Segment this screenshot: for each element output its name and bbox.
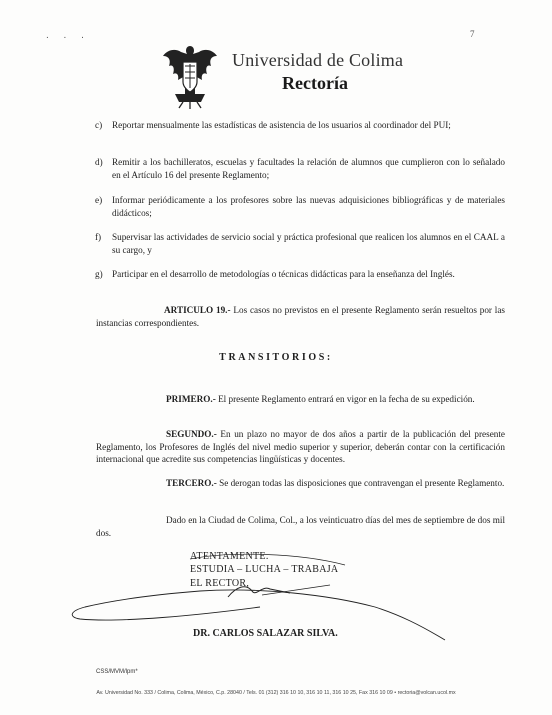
reference-initials: CSS/MVM/lpm* [96,669,138,675]
transitorio-tercero [96,477,505,490]
office-name: Rectoría [282,73,348,93]
item-text: Informar periódicamente a los profesores sobre las nuevas adquisiciones bibliográficas y de materiales didácticos; [112,195,505,218]
list-item-g [95,268,505,281]
list-item-e [95,194,505,219]
university-eagle-seal [161,42,219,110]
segundo-label: SEGUNDO.- [166,429,217,439]
article-19-text: Los casos no previstos en el presente Reglamento serán resueltos por las instancias correspondientes. [96,305,505,328]
list-item-f [95,231,505,256]
list-item-d [95,156,505,181]
item-text: Remitir a los bachilleratos, escuelas y facultades la relación de alumnos que cumplieron con lo señalado en el Artículo 16 del presente Reglamento; [112,157,505,180]
tercero-text: Se derogan todas las disposiciones que contravengan el presente Reglamento. [219,478,505,488]
closing-paragraph: Dado en la Ciudad de Colima, Col., a los veinticuatro días del mes de septiembre de dos mil dos. [96,515,505,538]
university-motto: ESTUDIA – LUCHA – TRABAJA [190,564,339,575]
address-footer: Av. Universidad No. 333 / Colima, Colima, México, C.p. 28040 / Tels. 01 (312) 316 10 10, 316 10 11, 316 10 25, Fax 316 10 09 • rectoria@volcan.ucol.mx [96,690,456,696]
item-letter: d) [95,157,103,167]
item-text: Participar en el desarrollo de metodologías o técnicas didácticas para la enseñanza del Inglés. [112,269,455,279]
item-letter: e) [95,195,103,205]
primero-text: El presente Reglamento entrará en vigor en la fecha de su expedición. [218,394,475,404]
signatory-title: EL RECTOR, [190,578,250,589]
item-text: Reportar mensualmente las estadísticas de asistencia de los usuarios al coordinador del PUI; [112,120,451,130]
item-letter: f) [95,232,102,242]
transitorios-heading: TRANSITORIOS: [219,352,333,363]
transitorio-primero [96,390,505,409]
corner-dots: . . . [46,30,90,41]
list-item-c [95,119,505,132]
sign-off: ATENTAMENTE. [190,551,269,562]
page-number: 7 [470,29,475,39]
transitorio-segundo [96,428,505,466]
article-19 [96,304,505,329]
item-letter: g) [95,269,103,279]
item-letter: c) [95,120,103,130]
signatory-name: DR. CARLOS SALAZAR SILVA. [193,628,338,639]
tercero-label: TERCERO.- [166,478,217,488]
primero-label: PRIMERO.- [166,394,216,404]
segundo-text: En un plazo no mayor de dos años a partir de la publicación del presente Reglamento, los Profesores de Inglés del nivel medio superior y superior, deberán contar con la certificación internacional que acredite sus competencias lingüísticas y docentes. [96,429,505,464]
article-19-label: ARTICULO 19.- [164,305,231,315]
item-text: Supervisar las actividades de servicio social y práctica profesional que realicen los alumnos en el CAAL a su cargo, y [112,232,505,255]
institution-name: Universidad de Colima [232,50,404,70]
